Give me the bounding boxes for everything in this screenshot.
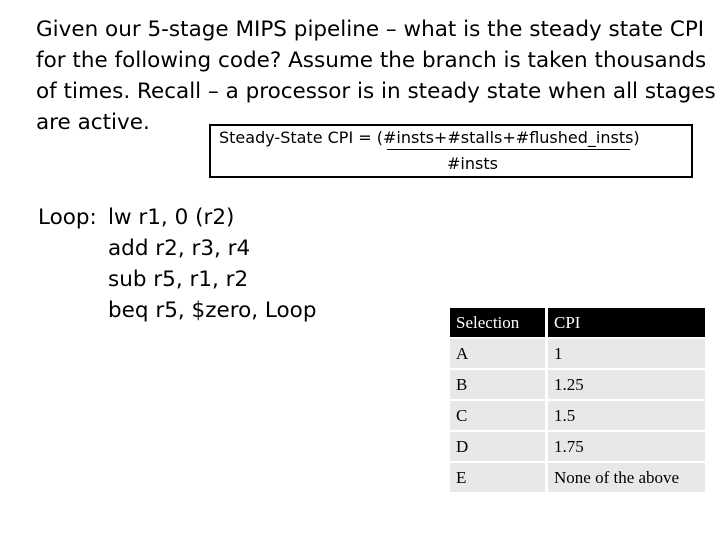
selection-cell: D <box>450 432 548 461</box>
column-header-cpi: CPI <box>548 308 705 337</box>
table-row <box>450 463 705 492</box>
question-text <box>36 14 716 138</box>
column-header-selection: Selection <box>450 308 548 337</box>
formula-denominator: #insts <box>447 154 498 173</box>
code-instruction: sub r5, r1, r2 <box>108 267 249 292</box>
formula-numerator: (#insts+#stalls+#flushed_insts) <box>376 128 640 147</box>
cpi-cell: 1 <box>548 339 705 368</box>
formula-numerator-line <box>219 128 640 148</box>
cpi-cell: None of the above <box>548 463 705 492</box>
loop-label: Loop: <box>38 205 97 230</box>
table-row <box>450 339 705 368</box>
code-instruction: beq r5, $zero, Loop <box>108 298 317 323</box>
selection-cell: A <box>450 339 548 368</box>
question-line: of times. Recall – a processor is in steady state when all stages <box>36 79 716 104</box>
fraction-bar <box>387 149 630 150</box>
cpi-cell: 1.5 <box>548 401 705 430</box>
selection-cell: C <box>450 401 548 430</box>
question-line: for the following code? Assume the branch is taken thousands <box>36 48 707 73</box>
question-line: are active. <box>36 110 150 135</box>
cpi-formula-box <box>209 124 693 178</box>
selection-cell: E <box>450 463 548 492</box>
question-line: Given our 5-stage MIPS pipeline – what is the steady state CPI <box>36 17 705 42</box>
code-instruction: lw r1, 0 (r2) <box>108 205 235 230</box>
answer-choices-table <box>450 306 705 494</box>
cpi-cell: 1.25 <box>548 370 705 399</box>
code-instruction: add r2, r3, r4 <box>108 236 251 261</box>
table-header-row <box>450 308 705 337</box>
formula-lhs: Steady-State CPI = <box>219 128 377 147</box>
cpi-cell: 1.75 <box>548 432 705 461</box>
table-row <box>450 370 705 399</box>
table-row <box>450 432 705 461</box>
table-row <box>450 401 705 430</box>
selection-cell: B <box>450 370 548 399</box>
